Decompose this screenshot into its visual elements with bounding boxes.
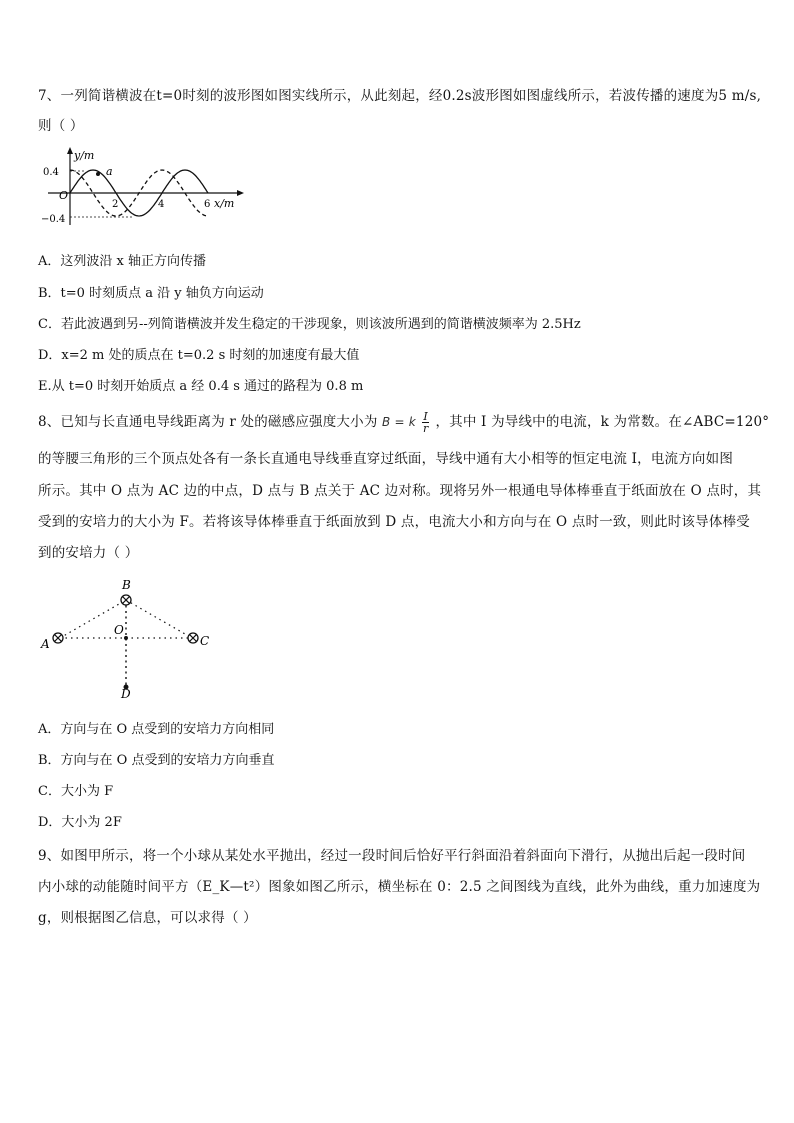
point-a-marker bbox=[96, 172, 100, 176]
label-D: D bbox=[121, 687, 131, 700]
q7-option-a[interactable]: A．这列波沿 x 轴正方向传播 bbox=[38, 254, 206, 269]
q8-option-a[interactable]: A．方向与在 O 点受到的安培力方向相同 bbox=[38, 722, 275, 737]
edge-BC bbox=[126, 600, 192, 638]
q8-stem-line1-a: 8、已知与长直通电导线距离为 r 处的磁感应强度大小为 bbox=[38, 414, 378, 430]
label-B: B bbox=[122, 578, 131, 592]
conductor-B bbox=[121, 595, 131, 605]
y-axis-arrow bbox=[67, 147, 73, 154]
conductor-C bbox=[188, 633, 198, 643]
y-axis-label: y/m bbox=[74, 149, 95, 162]
q8-stem-line5: 到的安培力（ ） bbox=[38, 545, 139, 561]
point-O-marker bbox=[124, 636, 128, 640]
label-C: C bbox=[200, 634, 210, 648]
q9-stem-line2: 内小球的动能随时间平方（E_K—t²）图象如图乙所示，横坐标在 0：2.5 之间图线为直线，此外为曲线，重力加速度为 bbox=[38, 879, 761, 895]
point-a-label: a bbox=[106, 165, 113, 178]
q8-option-b[interactable]: B．方向与在 O 点受到的安培力方向垂直 bbox=[38, 753, 275, 768]
q8-option-c[interactable]: C．大小为 F bbox=[38, 784, 114, 799]
q8-stem-line1 bbox=[38, 410, 769, 434]
q8-stem-line3: 所示。其中 O 点为 AC 边的中点，D 点与 B 点关于 AC 边对称。现将另外一根通电导体棒垂直于纸面放在 O 点时，其 bbox=[38, 483, 762, 499]
x-axis-arrow bbox=[237, 190, 244, 196]
q9-stem-line1: 9、如图甲所示，将一个小球从某处水平抛出，经过一段时间后恰好平行斜面沿着斜面向下滑行，从抛出后起一段时间 bbox=[38, 848, 746, 864]
q7-option-d[interactable]: D．x=2 m 处的质点在 t=0.2 s 时刻的加速度有最大值 bbox=[38, 348, 360, 363]
conductor-A bbox=[53, 633, 63, 643]
formula-denominator: r bbox=[422, 422, 429, 435]
q8-stem-line4: 受到的安培力的大小为 F。若将该导体棒垂直于纸面放到 D 点，电流大小和方向与在 O 点时一致，则此时该导体棒受 bbox=[38, 514, 750, 530]
tick-4: 4 bbox=[158, 199, 165, 210]
x-axis-label: x/m bbox=[214, 197, 235, 210]
q7-stem-line2: 则（ ） bbox=[38, 118, 84, 134]
tick-2: 2 bbox=[112, 199, 119, 210]
q7-wave-figure bbox=[40, 145, 250, 230]
tick-0.4: 0.4 bbox=[43, 167, 59, 178]
q7-option-e[interactable]: E.从 t=0 时刻开始质点 a 经 0.4 s 通过的路程为 0.8 m bbox=[38, 379, 364, 394]
q7-option-c[interactable]: C．若此波遇到另--列简谐横波并发生稳定的干涉现象，则该波所遇到的简谐横波频率为 2.5Hz bbox=[38, 317, 581, 332]
q8-stem-line2: 的等腰三角形的三个顶点处各有一条长直通电导线垂直穿过纸面，导线中通有大小相等的恒定电流 I，电流方向如图 bbox=[38, 451, 734, 467]
tick-neg-0.4: −0.4 bbox=[41, 214, 66, 225]
q7-stem-line1: 7、一列简谐横波在t=0时刻的波形图如图实线所示，从此刻起，经0.2s波形图如图虚线所示，若波传播的速度为5 m/s, bbox=[38, 88, 762, 104]
tick-6: 6 bbox=[204, 199, 211, 210]
label-O: O bbox=[114, 623, 124, 637]
q8-stem-line1-b: ，其中 I 为导线中的电流，k 为常数。在∠ABC=120° bbox=[435, 414, 770, 430]
q7-option-b[interactable]: B．t=0 时刻质点 a 沿 y 轴负方向运动 bbox=[38, 286, 264, 301]
q9-stem-line3: g，则根据图乙信息，可以求得（ ） bbox=[38, 910, 257, 926]
formula-fraction bbox=[422, 411, 429, 434]
q8-triangle-figure bbox=[38, 575, 218, 700]
q8-option-d[interactable]: D．大小为 2F bbox=[38, 815, 122, 830]
origin-label: O bbox=[59, 189, 69, 202]
formula-numerator: I bbox=[423, 410, 428, 423]
formula-lhs: B = k bbox=[382, 415, 416, 429]
label-A: A bbox=[41, 637, 50, 651]
